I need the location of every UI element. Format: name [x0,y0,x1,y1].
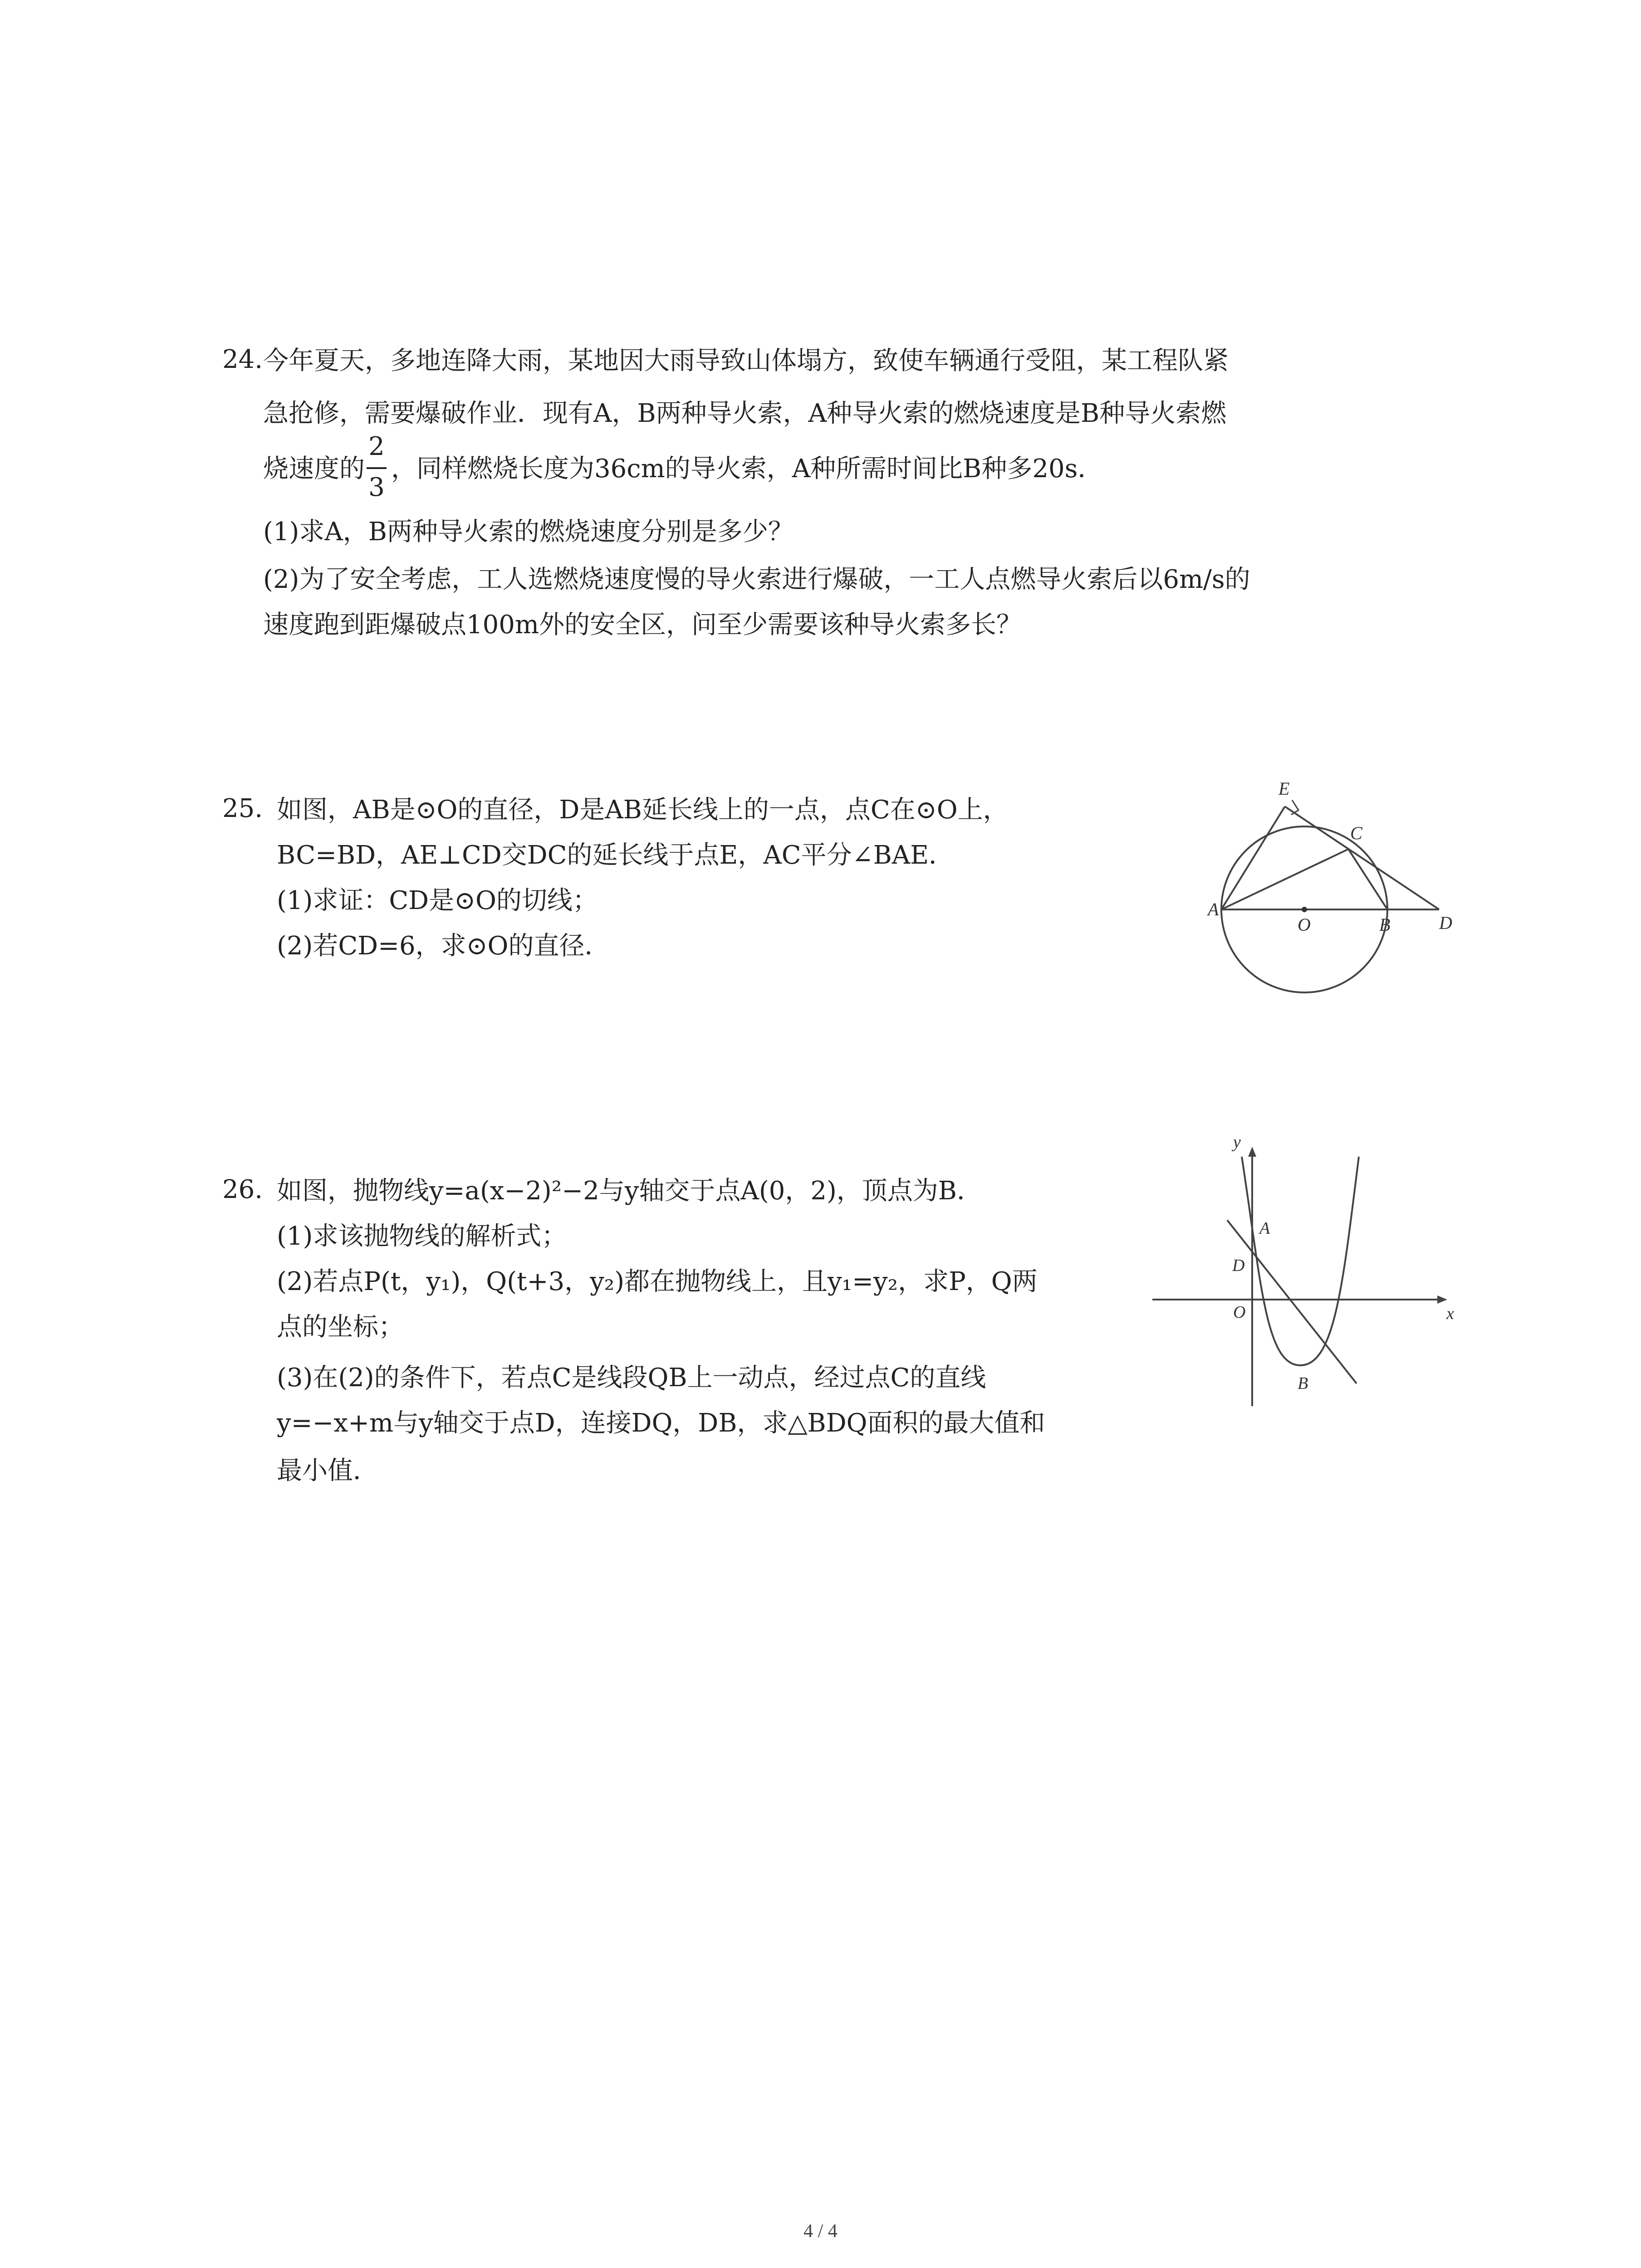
label-a: A [1259,1219,1270,1238]
problem-24-line-2: 急抢修，需要爆破作业．现有A，B两种导火索，A种导火索的燃烧速度是B种导火索燃 [263,399,1227,428]
problem-26-line-1: 如图，抛物线y=a(x−2)²−2与y轴交于点A(0，2)，顶点为B． [277,1176,982,1206]
problem-26-question-3c: 最小值． [277,1456,378,1486]
label-o: O [1298,914,1311,935]
fraction-numerator: 2 [368,432,385,461]
page-number: 4 / 4 [803,2221,838,2242]
problem-26-question-3a: (3)在(2)的条件下，若点C是线段QB上一动点，经过点C的直线 [277,1363,986,1393]
y-axis-arrow [1248,1147,1256,1157]
problem-25-line-1: 如图，AB是⊙O的直径，D是AB延长线上的一点，点C在⊙O上， [277,795,1009,825]
problem-24-question-2a: (2)为了安全考虑，工人选燃烧速度慢的导火索进行爆破，一工人点燃导火索后以6m/s的 [263,565,1250,594]
label-d: D [1439,913,1452,933]
label-b: B [1379,914,1391,935]
problem-25-number: 25. [222,794,263,823]
problem-24-question-2b: 速度跑到距爆破点100m外的安全区，问至少需要该种导火索多长？ [263,610,1022,640]
label-d: D [1232,1256,1245,1275]
label-e: E [1279,778,1290,799]
problem-26-question-2b: 点的坐标； [277,1312,404,1342]
line-ed [1285,807,1439,909]
label-y: y [1233,1139,1241,1152]
x-axis-arrow [1437,1295,1447,1304]
problem-26-question-2a: (2)若点P(t，y₁)，Q(t+3，y₂)都在抛物线上，且y₁=y₂，求P，Q两 [277,1267,1038,1296]
problem-25-line-2: BC=BD，AE⊥CD交DC的延长线于点E，AC平分∠BAE． [277,841,955,870]
fraction-denominator: 3 [368,473,385,502]
label-b: B [1298,1374,1308,1393]
problem-26-question-3b: y=−x+m与y轴交于点D，连接DQ，DB，求△BDQ面积的最大值和 [277,1408,1045,1438]
problem-26-number: 26. [222,1175,263,1204]
center-dot [1302,907,1307,912]
problem-24-number: 24. [222,345,263,374]
geometry-figure-25 [1207,771,1461,998]
problem-25-question-1: (1)求证：CD是⊙O的切线； [277,886,598,915]
problem-24-line-1: 今年夏天，多地连降大雨，某地因大雨导致山体塌方，致使车辆通行受阻，某工程队紧 [263,346,1229,376]
label-x: x [1446,1304,1454,1323]
problem-25-question-2: (2)若CD=6，求⊙O的直径． [277,931,610,961]
problem-24-question-1: (1)求A，B两种导火索的燃烧速度分别是多少？ [263,517,794,547]
label-a: A [1208,899,1219,919]
fraction-bar [367,467,387,469]
problem-26-question-1: (1)求该抛物线的解析式； [277,1222,567,1251]
label-c: C [1350,823,1362,843]
problem-24-line-3a: 烧速度的 [263,454,365,484]
problem-24-line-3b: ，同样燃烧长度为36cm的导火索，A种所需时间比B种多20s． [391,454,1103,484]
label-o: O [1233,1303,1246,1322]
parabola-figure-26 [1152,1139,1461,1411]
